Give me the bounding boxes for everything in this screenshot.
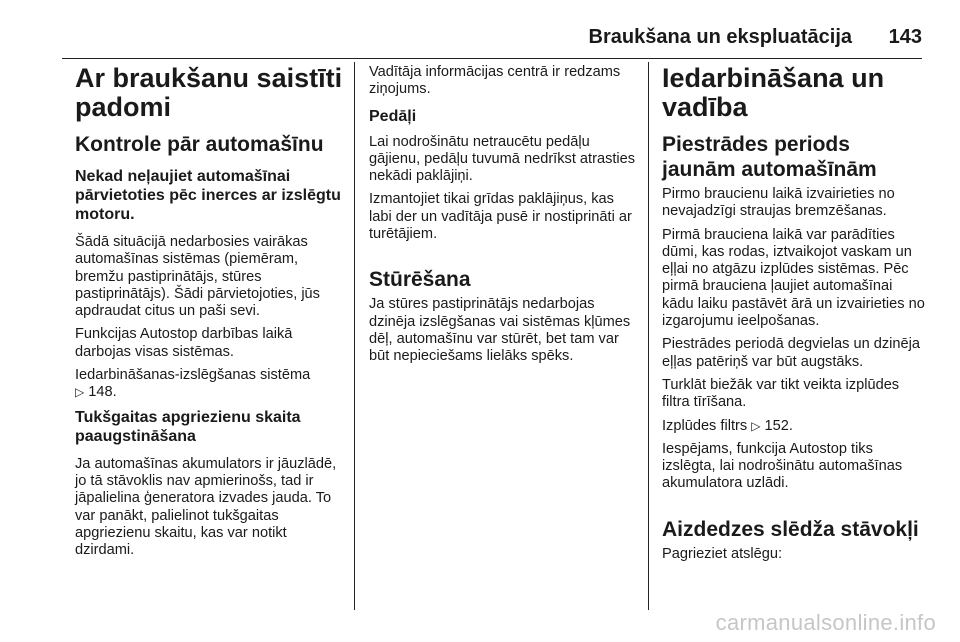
subsection-title: Aizdedzes slēdža stāvokļi [662, 517, 919, 541]
column-left [75, 64, 345, 565]
column-divider [648, 62, 649, 610]
paragraph [662, 418, 928, 435]
topic-heading: Tukšgaitas apgriezienu skaita paaugstināšana [75, 408, 301, 445]
paragraph: Pirmā brauciena laikā var parādīties dūmi, kas rodas, iztvaikojot vaskam un eļļai no atgāzu izplūdes sistēmas. Pēc pirmā brauciena ļaujiet automašīnai kādu laiku pastāvēt ārā un izvairieties no izgarojumu ieelpošanas. [662, 226, 925, 330]
paragraph-text: Iedarbināšanas-izslēgšanas sistēma [75, 367, 311, 384]
paragraph: Turklāt biežāk var tikt veikta izplūdes filtra tīrīšana. [662, 376, 900, 411]
paragraph [75, 367, 345, 402]
subsection-title: Stūrēšana [369, 268, 471, 292]
page-header [62, 26, 922, 59]
play-arrow-icon: ▷ [75, 385, 85, 400]
paragraph: Funkcijas Autostop darbības laikā darbojas visas sistēmas. [75, 326, 293, 360]
running-title: Braukšana un ekspluatācija [588, 26, 852, 48]
topic-heading: Pedāļi [369, 107, 417, 125]
play-arrow-icon: ▷ [751, 418, 761, 433]
paragraph: Šādā situācijā nedarbosies vairākas automašīnas sistēmas (piemēram, bremžu pastiprinātājs, stūres pastiprinātājs). Šādi pārvietojoties, jūs apdraudat citus un paši sevi. [75, 234, 320, 320]
paragraph: Pirmo braucienu laikā izvairieties no nevajadzīgi straujas bremzēšanas. [662, 186, 895, 220]
section-title: Iedarbināšana un vadība [662, 63, 885, 122]
page-reference[interactable]: 148. [88, 384, 117, 401]
subsection-title: Piestrādes periods jaunām automašīnām [662, 133, 877, 181]
paragraph: Izmantojiet tikai grīdas paklājiņus, kas labi der un vadītāja pusē ir nostiprināti ar turētājiem. [369, 191, 632, 243]
page-number: 143 [888, 26, 922, 48]
column-right [662, 64, 928, 569]
watermark: carmanualsonline.info [715, 610, 936, 635]
page-reference[interactable]: 152. [764, 417, 793, 434]
subsection-title: Kontrole pār automašīnu [75, 133, 324, 156]
paragraph: Piestrādes periodā degvielas un dzinēja eļļas patēriņš var būt augstāks. [662, 336, 920, 370]
paragraph: Lai nodrošinātu netraucētu pedāļu gājienu, pedāļu tuvumā nedrīkst atrasties nekādi paklājiņi. [369, 133, 636, 185]
column-divider [354, 62, 355, 610]
warning-heading: Nekad neļaujiet automašīnai pārvietoties pēc inerces ar izslēgtu motoru. [75, 168, 341, 223]
paragraph: Iespējams, funkcija Autostop tiks izslēgta, lai nodrošinātu automašīnas akumulatora uzlādi. [662, 440, 903, 492]
section-title: Ar braukšanu saistīti padomi [75, 63, 343, 122]
paragraph: Ja stūres pastiprinātājs nedarbojas dzinēja izslēgšanas vai sistēmas kļūmes dēļ, automašīnu var stūrēt, bet tam var būt nepieciešams lielāks spēks. [369, 296, 631, 365]
paragraph-text: Izplūdes filtrs [662, 417, 748, 434]
paragraph: Ja automašīnas akumulators ir jāuzlādē, jo tā stāvoklis nav apmierinošs, tad ir jāpalielina ģeneratora izvades jauda. To var panākt, palielinot tukšgaitas apgriezienu skaitu, kas var notikt dzirdami. [75, 455, 337, 559]
column-middle [369, 64, 637, 372]
paragraph: Vadītāja informācijas centrā ir redzams ziņojums. [369, 64, 621, 98]
paragraph: Pagrieziet atslēgu: [662, 545, 783, 562]
